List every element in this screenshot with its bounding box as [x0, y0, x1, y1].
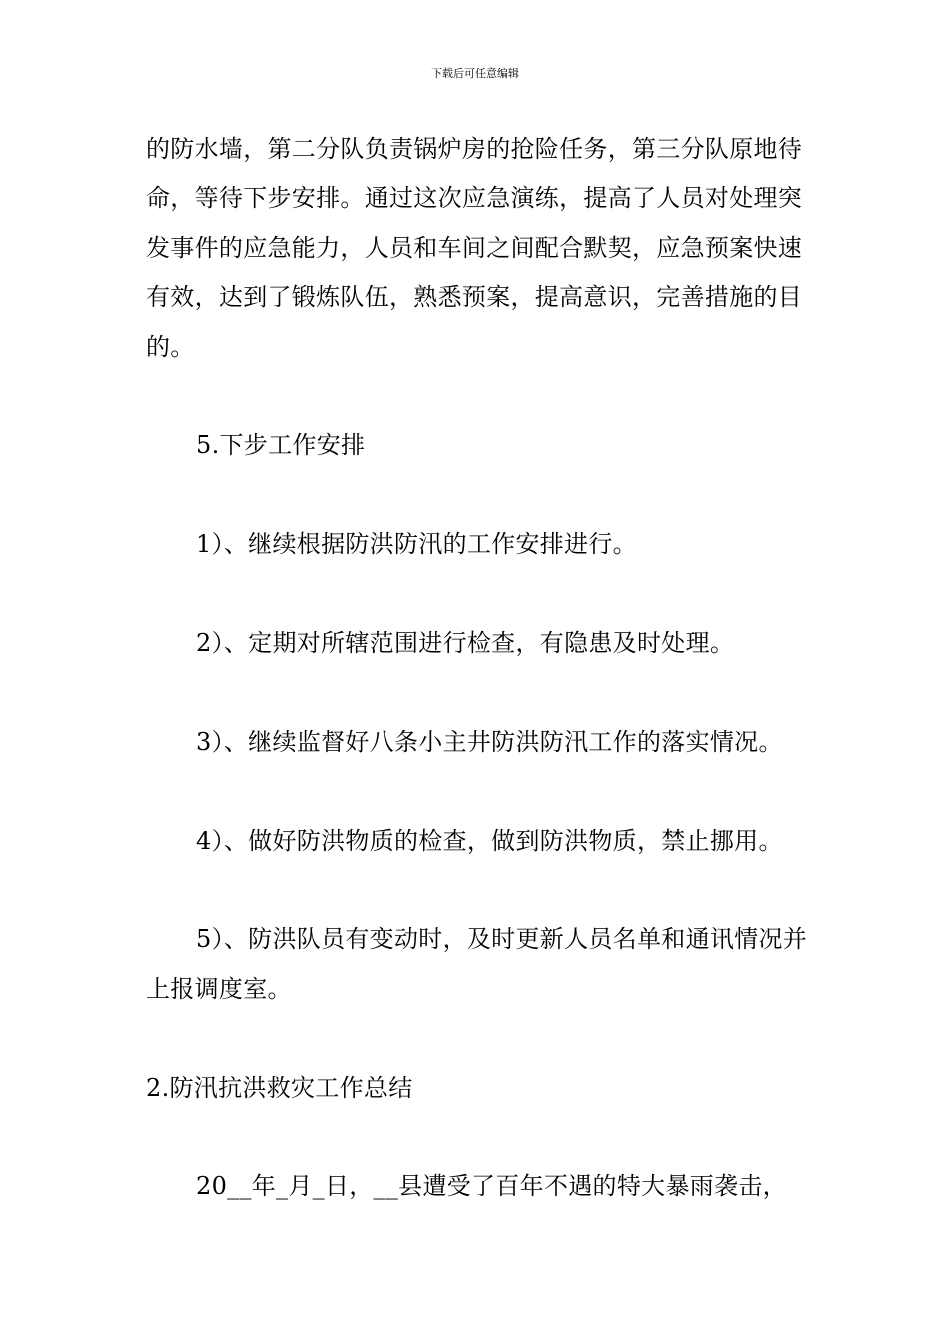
- continuation-paragraph: 的防水墙，第二分队负责锅炉房的抢险任务，第三分队原地待命，等待下步安排。通过这次应急演练，提高了人员对处理突发事件的应急能力，人员和车间之间配合默契，应急预案快速有效，达到了锻炼队伍，熟悉预案，提高意识，完善措施的目的。: [146, 135, 803, 361]
- section-heading-2: 2.防汛抗洪救灾工作总结: [146, 1073, 413, 1102]
- list-item-1: 1）、继续根据防洪防汛的工作安排进行。: [196, 530, 637, 559]
- list-item-4: 4）、做好防洪物质的检查，做到防洪物质，禁止挪用。: [196, 826, 783, 855]
- intro-paragraph: 20__年_月_日，__县遭受了百年不遇的特大暴雨袭击，: [196, 1172, 787, 1201]
- document-body: [146, 125, 826, 1212]
- list-item-3: 3）、继续监督好八条小主井防洪防汛工作的落实情况。: [196, 727, 783, 756]
- list-item-2: 2）、定期对所辖范围进行检查，有隐患及时处理。: [196, 629, 735, 658]
- section-5-title: 5.下步工作安排: [196, 431, 366, 460]
- page-header-note: 下载后可任意编辑: [431, 67, 519, 80]
- list-item-5: 5）、防洪队员有变动时，及时更新人员名单和通讯情况并上报调度室。: [146, 925, 808, 1003]
